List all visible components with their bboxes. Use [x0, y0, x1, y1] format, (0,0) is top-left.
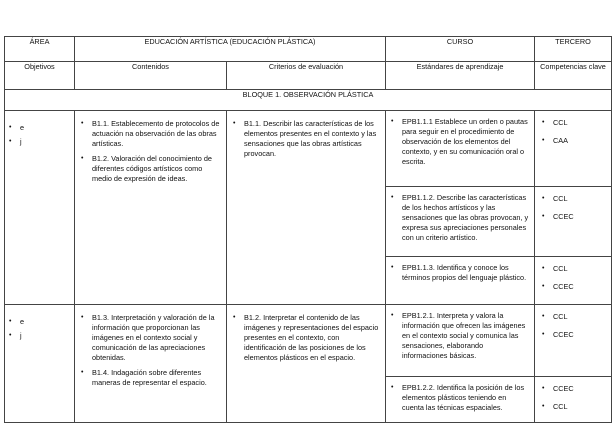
list-item: • CCEC — [539, 330, 609, 340]
list-item: • CCL — [539, 118, 609, 128]
list-item: • j — [6, 331, 72, 341]
col-criterios: Criterios de evaluación — [227, 62, 386, 90]
col-competencias: Competencias clave — [535, 62, 612, 90]
competencias-cell — [535, 187, 612, 257]
competencias-cell — [535, 111, 612, 187]
competencias-cell — [535, 377, 612, 423]
list-item: • CCEC — [539, 384, 609, 394]
list-item: • B1.1. Describir las características de los elementos presentes en el contexto y las sensaciones que las obras artísticas provocan. — [230, 119, 381, 159]
competencias-cell — [535, 257, 612, 305]
list-item: • e — [6, 123, 72, 133]
curriculum-table — [4, 36, 612, 423]
list-item: • CCEC — [539, 212, 609, 222]
list-item: • EPB1.2.1. Interpreta y valora la información que ofrecen las imágenes en el contexto social y comunica las sensaciones, elaborando informaciones básicas. — [388, 311, 530, 361]
contenidos-cell — [75, 111, 227, 305]
course-value: TERCERO — [535, 37, 612, 62]
standard-cell — [386, 257, 535, 305]
list-item: • B1.1. Establecemento de protocolos de actuación na observación de las obras artísticas. — [78, 119, 222, 149]
block-title: BLOQUE 1. OBSERVACIÓN PLÁSTICA — [5, 90, 612, 111]
standard-cell — [386, 305, 535, 377]
standard-cell — [386, 111, 535, 187]
list-item: • CCL — [539, 264, 609, 274]
list-item: • CAA — [539, 136, 609, 146]
standard-cell — [386, 377, 535, 423]
col-estandares: Estándares de aprendizaje — [386, 62, 535, 90]
column-header-row — [5, 62, 612, 90]
block-row — [5, 90, 612, 111]
list-item: • CCL — [539, 194, 609, 204]
col-contenidos: Contenidos — [75, 62, 227, 90]
area-value: EDUCACIÓN ARTÍSTICA (EDUCACIÓN PLÁSTICA) — [75, 37, 386, 62]
table-row — [5, 305, 612, 377]
list-item: • j — [6, 137, 72, 147]
competencias-cell — [535, 305, 612, 377]
objetivos-cell — [5, 111, 75, 305]
list-item: • EPB1.1.2. Describe las características de los hechos artísticos y las sensaciones que las obras provocan, y expresa sus apreciaciones personales con un criterio artístico. — [388, 193, 530, 243]
standard-cell — [386, 187, 535, 257]
criterios-cell — [227, 305, 386, 423]
list-item: • B1.2. Valoración del conocimiento de diferentes códigos artísticos como medio de expresión de ideas. — [78, 154, 222, 184]
list-item: • B1.3. Interpretación y valoración de la información que proporcionan las imágenes en el contexto social y comunicación de las apreciaciones obtenidas. — [78, 313, 222, 363]
header-row — [5, 37, 612, 62]
criterios-cell — [227, 111, 386, 305]
contenidos-cell — [75, 305, 227, 423]
list-item: • EPB1.2.2. Identifica la posición de los elementos plásticos teniendo en cuenta las técnicas espaciales. — [388, 383, 530, 413]
list-item: • e — [6, 317, 72, 327]
table-row — [5, 111, 612, 187]
list-item: • EPB1.1.1 Establece un orden o pautas para seguir en el procedimiento de observación de los elementos del contexto, y en su comunicación oral o escrita. — [388, 117, 530, 167]
list-item: • CCL — [539, 402, 609, 412]
area-label: ÁREA — [5, 37, 75, 62]
list-item: • EPB1.1.3. Identifica y conoce los términos propios del lenguaje plástico. — [388, 263, 530, 283]
list-item: • B1.4. Indagación sobre diferentes maneras de representar el espacio. — [78, 368, 222, 388]
objetivos-cell — [5, 305, 75, 423]
col-objetivos: Objetivos — [5, 62, 75, 90]
list-item: • CCL — [539, 312, 609, 322]
list-item: • B1.2. Interpretar el contenido de las imágenes y representaciones del espacio presentes en el contexto, con identificación de las posiciones de los elementos plásticos en el espacio. — [230, 313, 381, 363]
course-label: CURSO — [386, 37, 535, 62]
list-item: • CCEC — [539, 282, 609, 292]
